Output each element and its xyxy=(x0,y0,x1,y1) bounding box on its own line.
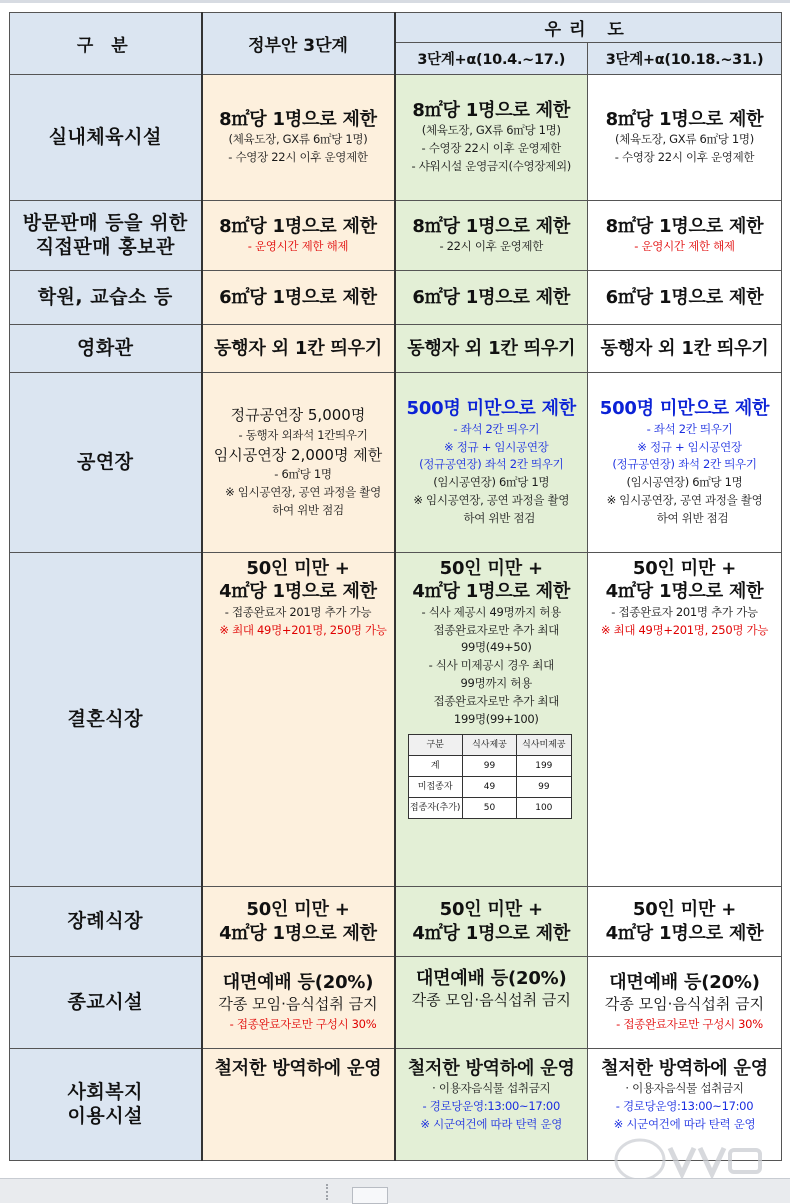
inner-row xyxy=(408,777,571,798)
inner-cell: 99 xyxy=(462,756,516,777)
gov-cell: 50인 미만 + 4㎡당 1명으로 제한 xyxy=(202,887,395,957)
ours-a-cell: 대면예배 등(20%) 각종 모임·음식섭취 금지 xyxy=(395,957,588,1049)
gov-cell: 정규공연장 5,000명 - 동행자 외좌석 1칸띄우기 임시공연장 2,000명 제한 - 6㎡당 1명 ※ 임시공연장, 공연 과정을 촬영 하여 위반 점검 xyxy=(202,373,395,553)
editor-status-bar xyxy=(0,1178,790,1203)
category-label: 사회복지 이용시설 xyxy=(10,1049,202,1161)
gov-cell: 6㎡당 1명으로 제한 xyxy=(202,271,395,325)
ruler-ticks xyxy=(326,1184,336,1200)
header-gov: 정부안 3단계 xyxy=(202,13,395,75)
row-direct-sales xyxy=(10,201,782,271)
header-category: 구 분 xyxy=(10,13,202,75)
ours-a-cell: 동행자 외 1칸 띄우기 xyxy=(395,325,588,373)
inner-cell: 50 xyxy=(462,798,516,819)
gov-cell: 8㎡당 1명으로 제한 - 운영시간 제한 해제 xyxy=(202,201,395,271)
inner-header-cell: 구분 xyxy=(408,735,462,756)
gov-cell: 철저한 방역하에 운영 xyxy=(202,1049,395,1161)
ours-b-cell: 대면예배 등(20%) 각종 모임·음식섭취 금지 - 접종완료자로만 구성시 30% xyxy=(588,957,782,1049)
inner-cell: 접종자(추가) xyxy=(408,798,462,819)
ours-a-cell: 50인 미만 + 4㎡당 1명으로 제한 - 식사 제공시 49명까지 허용 접종완료자로만 추가 최대 99명(49+50) - 식사 미제공시 경우 최대 99명까지 허용 접종완료자로만 추가 최대 199명(99+100) 구분 식사제공 식사미제공 계 99 199 미접종자 49 99 접종자(추가) 50 100 xyxy=(395,553,588,887)
header-ours-a: 3단계+α(10.4.~17.) xyxy=(395,43,588,75)
inner-cell: 99 xyxy=(517,777,571,798)
ours-b-cell: 500명 미만으로 제한 - 좌석 2칸 띄우기 ※ 정규 + 임시공연장 (정규공연장) 좌석 2칸 띄우기 (임시공연장) 6㎡당 1명 ※ 임시공연장, 공연 과정을 촬영 하여 위반 점검 xyxy=(588,373,782,553)
category-label: 공연장 xyxy=(10,373,202,553)
inner-header-cell: 식사미제공 xyxy=(517,735,571,756)
ours-b-cell: 철저한 방역하에 운영 · 이용자음식물 섭취금지 - 경로당운영:13:00~17:00 ※ 시군여건에 따라 탄력 운영 xyxy=(588,1049,782,1161)
ours-b-cell: 8㎡당 1명으로 제한 (체육도장, GX류 6㎡당 1명) - 수영장 22시 이후 운영제한 xyxy=(588,75,782,201)
ours-b-cell: 동행자 외 1칸 띄우기 xyxy=(588,325,782,373)
ours-b-cell: 50인 미만 + 4㎡당 1명으로 제한 - 접종완료자 201명 추가 가능 ※ 최대 49명+201명, 250명 가능 xyxy=(588,553,782,887)
category-label: 실내체육시설 xyxy=(10,75,202,201)
category-label: 학원, 교습소 등 xyxy=(10,271,202,325)
ours-a-cell: 500명 미만으로 제한 - 좌석 2칸 띄우기 ※ 정규 + 임시공연장 (정규공연장) 좌석 2칸 띄우기 (임시공연장) 6㎡당 1명 ※ 임시공연장, 공연 과정을 촬영 하여 위반 점검 xyxy=(395,373,588,553)
ours-b-cell: 50인 미만 + 4㎡당 1명으로 제한 xyxy=(588,887,782,957)
ours-a-cell: 6㎡당 1명으로 제한 xyxy=(395,271,588,325)
ours-b-cell: 8㎡당 1명으로 제한 - 운영시간 제한 해제 xyxy=(588,201,782,271)
ours-b-cell: 6㎡당 1명으로 제한 xyxy=(588,271,782,325)
inner-header-cell: 식사제공 xyxy=(462,735,516,756)
row-theater xyxy=(10,373,782,553)
header-ours-b: 3단계+α(10.18.~31.) xyxy=(588,43,782,75)
horizontal-scrollbar-thumb[interactable] xyxy=(352,1187,388,1204)
gov-cell: 50인 미만 + 4㎡당 1명으로 제한 - 접종완료자 201명 추가 가능 ※ 최대 49명+201명, 250명 가능 xyxy=(202,553,395,887)
row-wedding xyxy=(10,553,782,887)
header-ours: 우리 도 xyxy=(395,13,782,43)
inner-cell: 199 xyxy=(517,756,571,777)
row-indoor-sports xyxy=(10,75,782,201)
inner-row xyxy=(408,756,571,777)
ours-a-cell: 8㎡당 1명으로 제한 (체육도장, GX류 6㎡당 1명) - 수영장 22시 이후 운영제한 - 샤워시설 운영금지(수영장제외) xyxy=(395,75,588,201)
category-label: 결혼식장 xyxy=(10,553,202,887)
gov-cell: 대면예배 등(20%) 각종 모임·음식섭취 금지 - 접종완료자로만 구성시 30% xyxy=(202,957,395,1049)
category-label: 방문판매 등을 위한 직접판매 홍보관 xyxy=(10,201,202,271)
restriction-table xyxy=(9,12,782,1161)
row-academy xyxy=(10,271,782,325)
ours-a-cell: 50인 미만 + 4㎡당 1명으로 제한 xyxy=(395,887,588,957)
category-label: 장례식장 xyxy=(10,887,202,957)
inner-cell: 미접종자 xyxy=(408,777,462,798)
category-label: 영화관 xyxy=(10,325,202,373)
category-label: 종교시설 xyxy=(10,957,202,1049)
inner-cell: 49 xyxy=(462,777,516,798)
gov-cell: 8㎡당 1명으로 제한 (체육도장, GX류 6㎡당 1명) - 수영장 22시 이후 운영제한 xyxy=(202,75,395,201)
row-funeral xyxy=(10,887,782,957)
inner-cell: 계 xyxy=(408,756,462,777)
top-border xyxy=(0,0,790,3)
meal-comparison-table xyxy=(408,734,572,819)
header-row xyxy=(10,13,782,43)
inner-row xyxy=(408,798,571,819)
row-religious xyxy=(10,957,782,1049)
gov-cell: 동행자 외 1칸 띄우기 xyxy=(202,325,395,373)
ours-a-cell: 8㎡당 1명으로 제한 - 22시 이후 운영제한 xyxy=(395,201,588,271)
row-cinema xyxy=(10,325,782,373)
ours-a-cell: 철저한 방역하에 운영 · 이용자음식물 섭취금지 - 경로당운영:13:00~17:00 ※ 시군여건에 따라 탄력 운영 xyxy=(395,1049,588,1161)
inner-header-row xyxy=(408,735,571,756)
inner-cell: 100 xyxy=(517,798,571,819)
